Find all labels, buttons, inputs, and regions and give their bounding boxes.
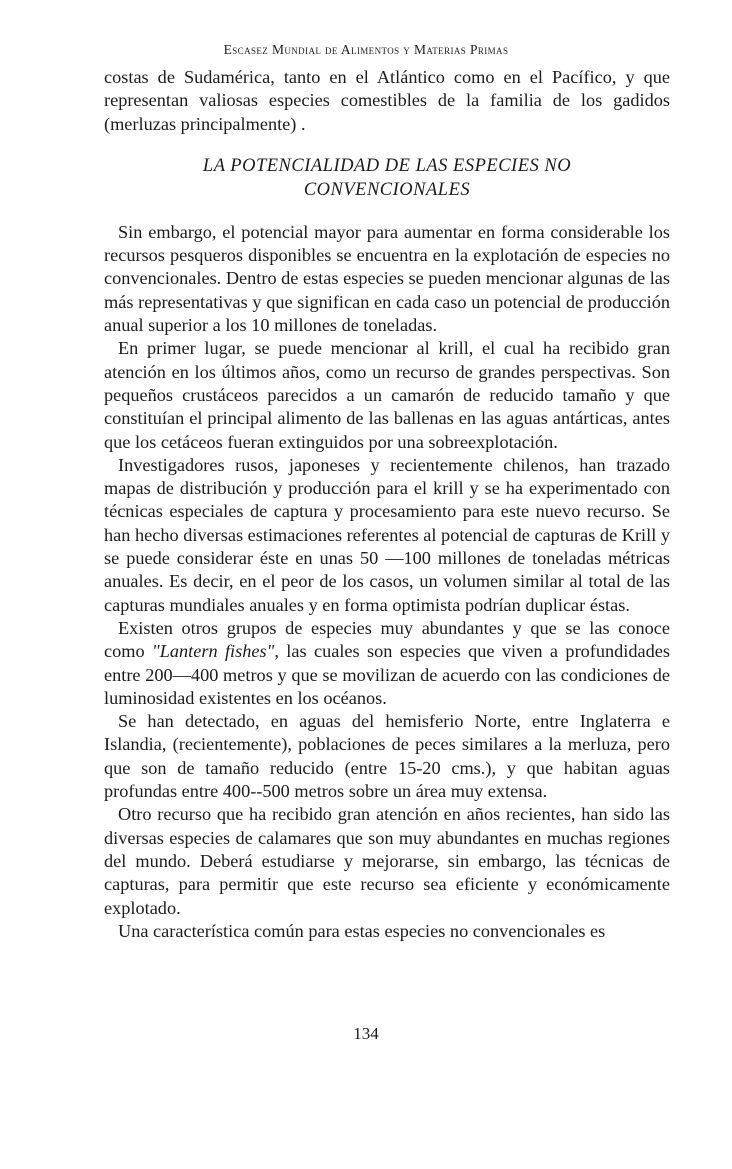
paragraph: En primer lugar, se puede mencionar al krill, el cual ha recibido gran atención en los últimos años, como un recurso de grandes perspectivas. Son pequeños crustáceos parecidos a un camarón de reducido tamaño y que constituían el principal alimento de las ballenas en las aguas antárticas, antes que los cetáceos fueran extinguidos por una sobreexplotación. [104,338,670,452]
paragraph [104,617,670,710]
paragraph-continuation: costas de Sudamérica, tanto en el Atlántico como en el Pacífico, y que representan valiosas especies comestibles de la familia de los gadidos (merluzas principalmente) . [104,67,670,134]
paragraph: Sin embargo, el potencial mayor para aumentar en forma considerable los recursos pesqueros disponibles se encuentra en la explotación de especies no convencionales. Dentro de estas especies se pueden mencionar algunas de las más representativas y que significan en cada caso un potencial de producción anual superior a los 10 millones de toneladas. [104,221,670,336]
running-head: Escasez Mundial de Alimentos y Materias Primas [223,42,509,57]
section-heading [104,154,670,202]
paragraph: Otro recurso que ha recibido gran atención en años recientes, han sido las diversas especies de calamares que son muy abundantes en muchas regiones del mundo. Deberá estudiarse y mejorarse, sin embargo, las técnicas de capturas, para permitir que este recurso sea eficiente y económicamente explotado. [104,804,670,918]
paragraph: Se han detectado, en aguas del hemisferio Norte, entre Inglaterra e Islandia, (recientemente), poblaciones de peces similares a la merluza, pero que son de tamaño reducido (entre 15-20 cms.), y que habitan aguas profundas entre 400--500 metros sobre un área muy extensa. [104,711,670,802]
body-text [104,66,670,943]
section-heading-line-2: CONVENCIONALES [303,179,471,200]
paragraph-final-line: Una característica común para estas especies no convencionales es [118,920,606,941]
paragraph-part: , las cuales son especies que viven a profundidades entre 200—400 metros y que se movilizan de acuerdo con las condiciones de luminosidad existentes en los océanos. [104,641,671,708]
section-heading-line-1: LA POTENCIALIDAD DE LAS ESPECIES NO [202,155,572,176]
italic-term: "Lantern fishes" [152,641,275,662]
page-number: 134 [353,1024,379,1043]
paragraph-part: Existen otros grupos de especies muy abundantes y que se las conoce como [104,617,670,662]
paragraph: Investigadores rusos, japoneses y recientemente chilenos, han trazado mapas de distribución y producción para el krill y se ha experimentado con técnicas especiales de captura y procesamiento para este nuevo recurso. Se han hecho diversas estimaciones referentes al potencial de capturas de Krill y se puede considerar éste en unas 50 —100 millones de toneladas métricas anuales. Es decir, en el peor de los casos, un volumen similar al total de las capturas mundiales anuales y en forma optimista podrían duplicar éstas. [104,454,670,615]
